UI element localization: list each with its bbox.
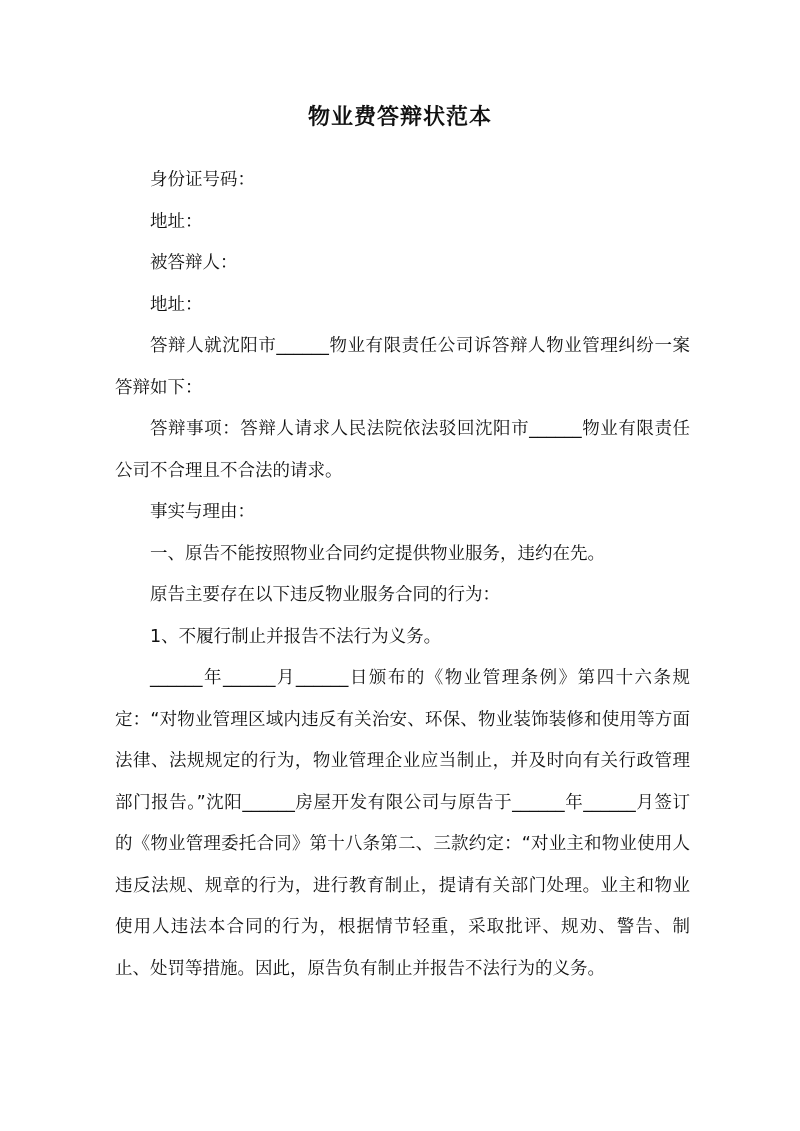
paragraph-violations-intro: 原告主要存在以下违反物业服务合同的行为： xyxy=(150,585,500,605)
paragraph-id-number: 身份证号码： xyxy=(150,170,255,190)
paragraph-regulation-detail: ______年______月______日颁布的《物业管理条例》第四十六条规定：“对物业管理区域内违反有关治安、环保、物业装饰装修和使用等方面法律、法规规定的行为，物业管理企业应当制止，并及时向有关行政管理部门报告。”沈阳______房屋开发有限公司与原告于______年______月签订的《物业管理委托合同》第十八条第二、三款约定：“对业主和物业使用人违反法规、规章的行为，进行教育制止，提请有关部门处理。业主和物业使用人违法本合同的行为，根据情节轻重，采取批评、规劝、警告、制止、处罚等措施。因此，原告负有制止并报告不法行为的义务。 xyxy=(115,668,690,979)
paragraph-respondent-address: 地址： xyxy=(150,211,203,232)
paragraph-facts-heading: 事实与理由： xyxy=(150,502,255,522)
document-body xyxy=(115,160,690,990)
paragraph-item-one: 1、不履行制止并报告不法行为义务。 xyxy=(150,626,442,647)
paragraph-point-one: 一、原告不能按照物业合同约定提供物业服务，违约在先。 xyxy=(150,543,605,564)
paragraph-intro: 答辩人就沈阳市______物业有限责任公司诉答辩人物业管理纠纷一案答辩如下： xyxy=(115,336,690,398)
paragraph-plaintiff: 被答辩人： xyxy=(150,253,238,273)
paragraph-defense-items: 答辩事项：答辩人请求人民法院依法驳回沈阳市______物业有限责任公司不合理且不合法的请求。 xyxy=(115,419,690,481)
document-title: 物业费答辩状范本 xyxy=(307,105,492,130)
paragraph-plaintiff-address: 地址： xyxy=(150,294,203,315)
